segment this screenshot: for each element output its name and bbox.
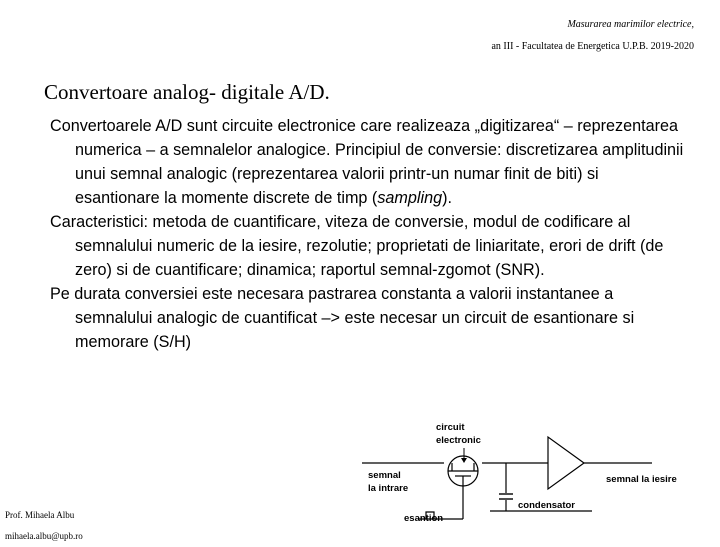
paragraph-characteristics: Caracteristici: metoda de cuantificare, viteza de conversie, modul de codificare al semnalului numeric de la iesire, rezolutie; proprietati de liniaritate, erori de drift (de zero) si de cuantificare; dinamica; raportul semnal-zgomot (SNR). (50, 213, 664, 279)
sampling-term: sampling (377, 189, 443, 207)
label-input-2: la intrare (368, 483, 409, 494)
slide-body (50, 114, 685, 354)
slide-title: Convertoare analog- digitale A/D. (44, 80, 330, 104)
label-output: semnal la iesire (606, 474, 677, 485)
pointer-arrow-head (461, 458, 467, 463)
amplifier-triangle (548, 437, 584, 489)
label-sampling: esantion (404, 513, 444, 524)
author-name: Prof. Mihaela Albu (5, 510, 75, 520)
paragraph-definition-end: ). (442, 189, 453, 207)
slide-header (491, 14, 694, 58)
label-circuit-2: electronic (436, 435, 481, 446)
sample-hold-diagram (360, 415, 700, 540)
label-circuit-1: circuit (436, 422, 465, 433)
paragraph-definition-text: Convertoarele A/D sunt circuite electronice care realizeaza „digitizarea“ – reprezentarea numerica – a semnalelor analogice. Principiul de conversie: discretizarea amplitudinii unui semnal analogic (reprezentarea valorii printr-un numar finit de biti) si esantionare la momente discrete de timp ( (50, 117, 684, 207)
faculty-line: an III - Facultatea de Energetica U.P.B. 2019-2020 (491, 41, 694, 52)
paragraph-sample-hold: Pe durata conversiei este necesara pastrarea constanta a valorii instantanee a semnalului analogic de cuantificat –> este necesar un circuit de esantionare si memorare (S/H) (50, 285, 635, 351)
paragraph-definition (50, 114, 685, 210)
label-capacitor: condensator (518, 500, 576, 511)
label-input-1: semnal (368, 470, 401, 481)
slide-footer (5, 505, 83, 547)
course-title: Masurarea marimilor electrice, (567, 19, 694, 30)
author-email: mihaela.albu@upb.ro (5, 531, 83, 541)
